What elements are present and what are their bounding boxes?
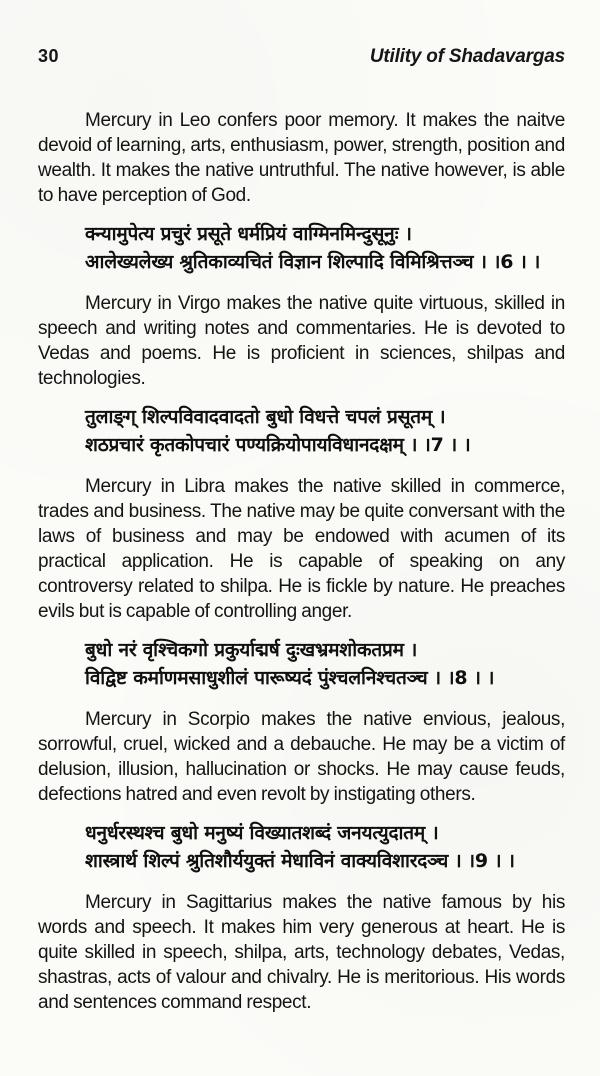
verse-line: धनुर्धरस्थश्च बुधो मनुष्यं विख्यातशब्दं जनयत्युदातम् । xyxy=(85,822,439,844)
verse-6 xyxy=(85,220,565,276)
paragraph-mercury-in-virgo: Mercury in Virgo makes the native quite virtuous, skilled in speech and writing notes and commentaries. He is devoted to Vedas and poems. He is proficient in sciences, shilpas and technologies. xyxy=(38,293,565,389)
page-number: 30 xyxy=(38,46,60,66)
verse-7 xyxy=(85,403,565,459)
paragraph-mercury-in-scorpio: Mercury in Scorpio makes the native envious, jealous, sorrowful, cruel, wicked and a debauche. He may be a victim of delusion, illusion, hallucination or shocks. He may cause feuds, defections hatred and even revolt by instigating others. xyxy=(38,709,565,805)
paragraph-mercury-in-libra: Mercury in Libra makes the native skilled in commerce, trades and business. The native may be quite conversant with the laws of business and may be endowed with acumen of its practical application. He is capable of speaking on any controversy related to shilpa. He is fickle by nature. He preaches evils but is capable of controlling anger. xyxy=(38,476,565,622)
running-title: Utility of Shadavargas xyxy=(369,46,565,67)
verse-line: तुलाङ्ग् शिल्पविवादवादतो बुधो विधत्ते चपलं प्रसूतम् । xyxy=(85,406,446,428)
paragraph-mercury-in-leo: Mercury in Leo confers poor memory. It makes the naitve devoid of learning, arts, enthusiasm, power, strength, position and wealth. It makes the native untruthful. The native however, is able to have perception of God. xyxy=(38,110,565,206)
verse-line: क्न्यामुपेत्य प्रचुरं प्रसूते धर्मप्रियं वाग्मिनमिन्दुसूनुः । xyxy=(85,223,412,245)
verse-line: शठप्रचारं कृतकोपचारं पण्यक्रियोपायविधानदक्षम् । ।7 । । xyxy=(85,434,471,456)
verse-line: बुधो नरं वृश्चिकगो प्रकुर्याद्मर्ष दुःखभ्रमशोकतप्रम । xyxy=(85,639,418,661)
verse-8 xyxy=(85,636,565,692)
paragraph-mercury-in-sagittarius: Mercury in Sagittarius makes the native famous by his words and speech. It makes him very generous at heart. He is quite skilled in speech, shilpa, arts, technology debates, Vedas, shastras, acts of valour and chivalry. He is meritorious. His words and sentences command respect. xyxy=(38,892,565,1013)
verse-line: आलेख्यलेख्य श्रुतिकाव्यचितं विज्ञान शिल्पादि विमिश्रित्तञ्च । ।6 । । xyxy=(85,251,541,273)
verse-line: विद्विष्ट कर्माणमसाधुशीलं पारूष्यदं पुंश्चलनिश्चतञ्च । ।8 । । xyxy=(85,667,495,689)
page-header xyxy=(38,44,565,69)
verse-line: शास्त्रार्थ शिल्पं श्रुतिशौर्ययुक्तं मेधाविनं वाक्यविशारदञ्च । ।9 । । xyxy=(85,850,515,872)
verse-9 xyxy=(85,819,565,875)
